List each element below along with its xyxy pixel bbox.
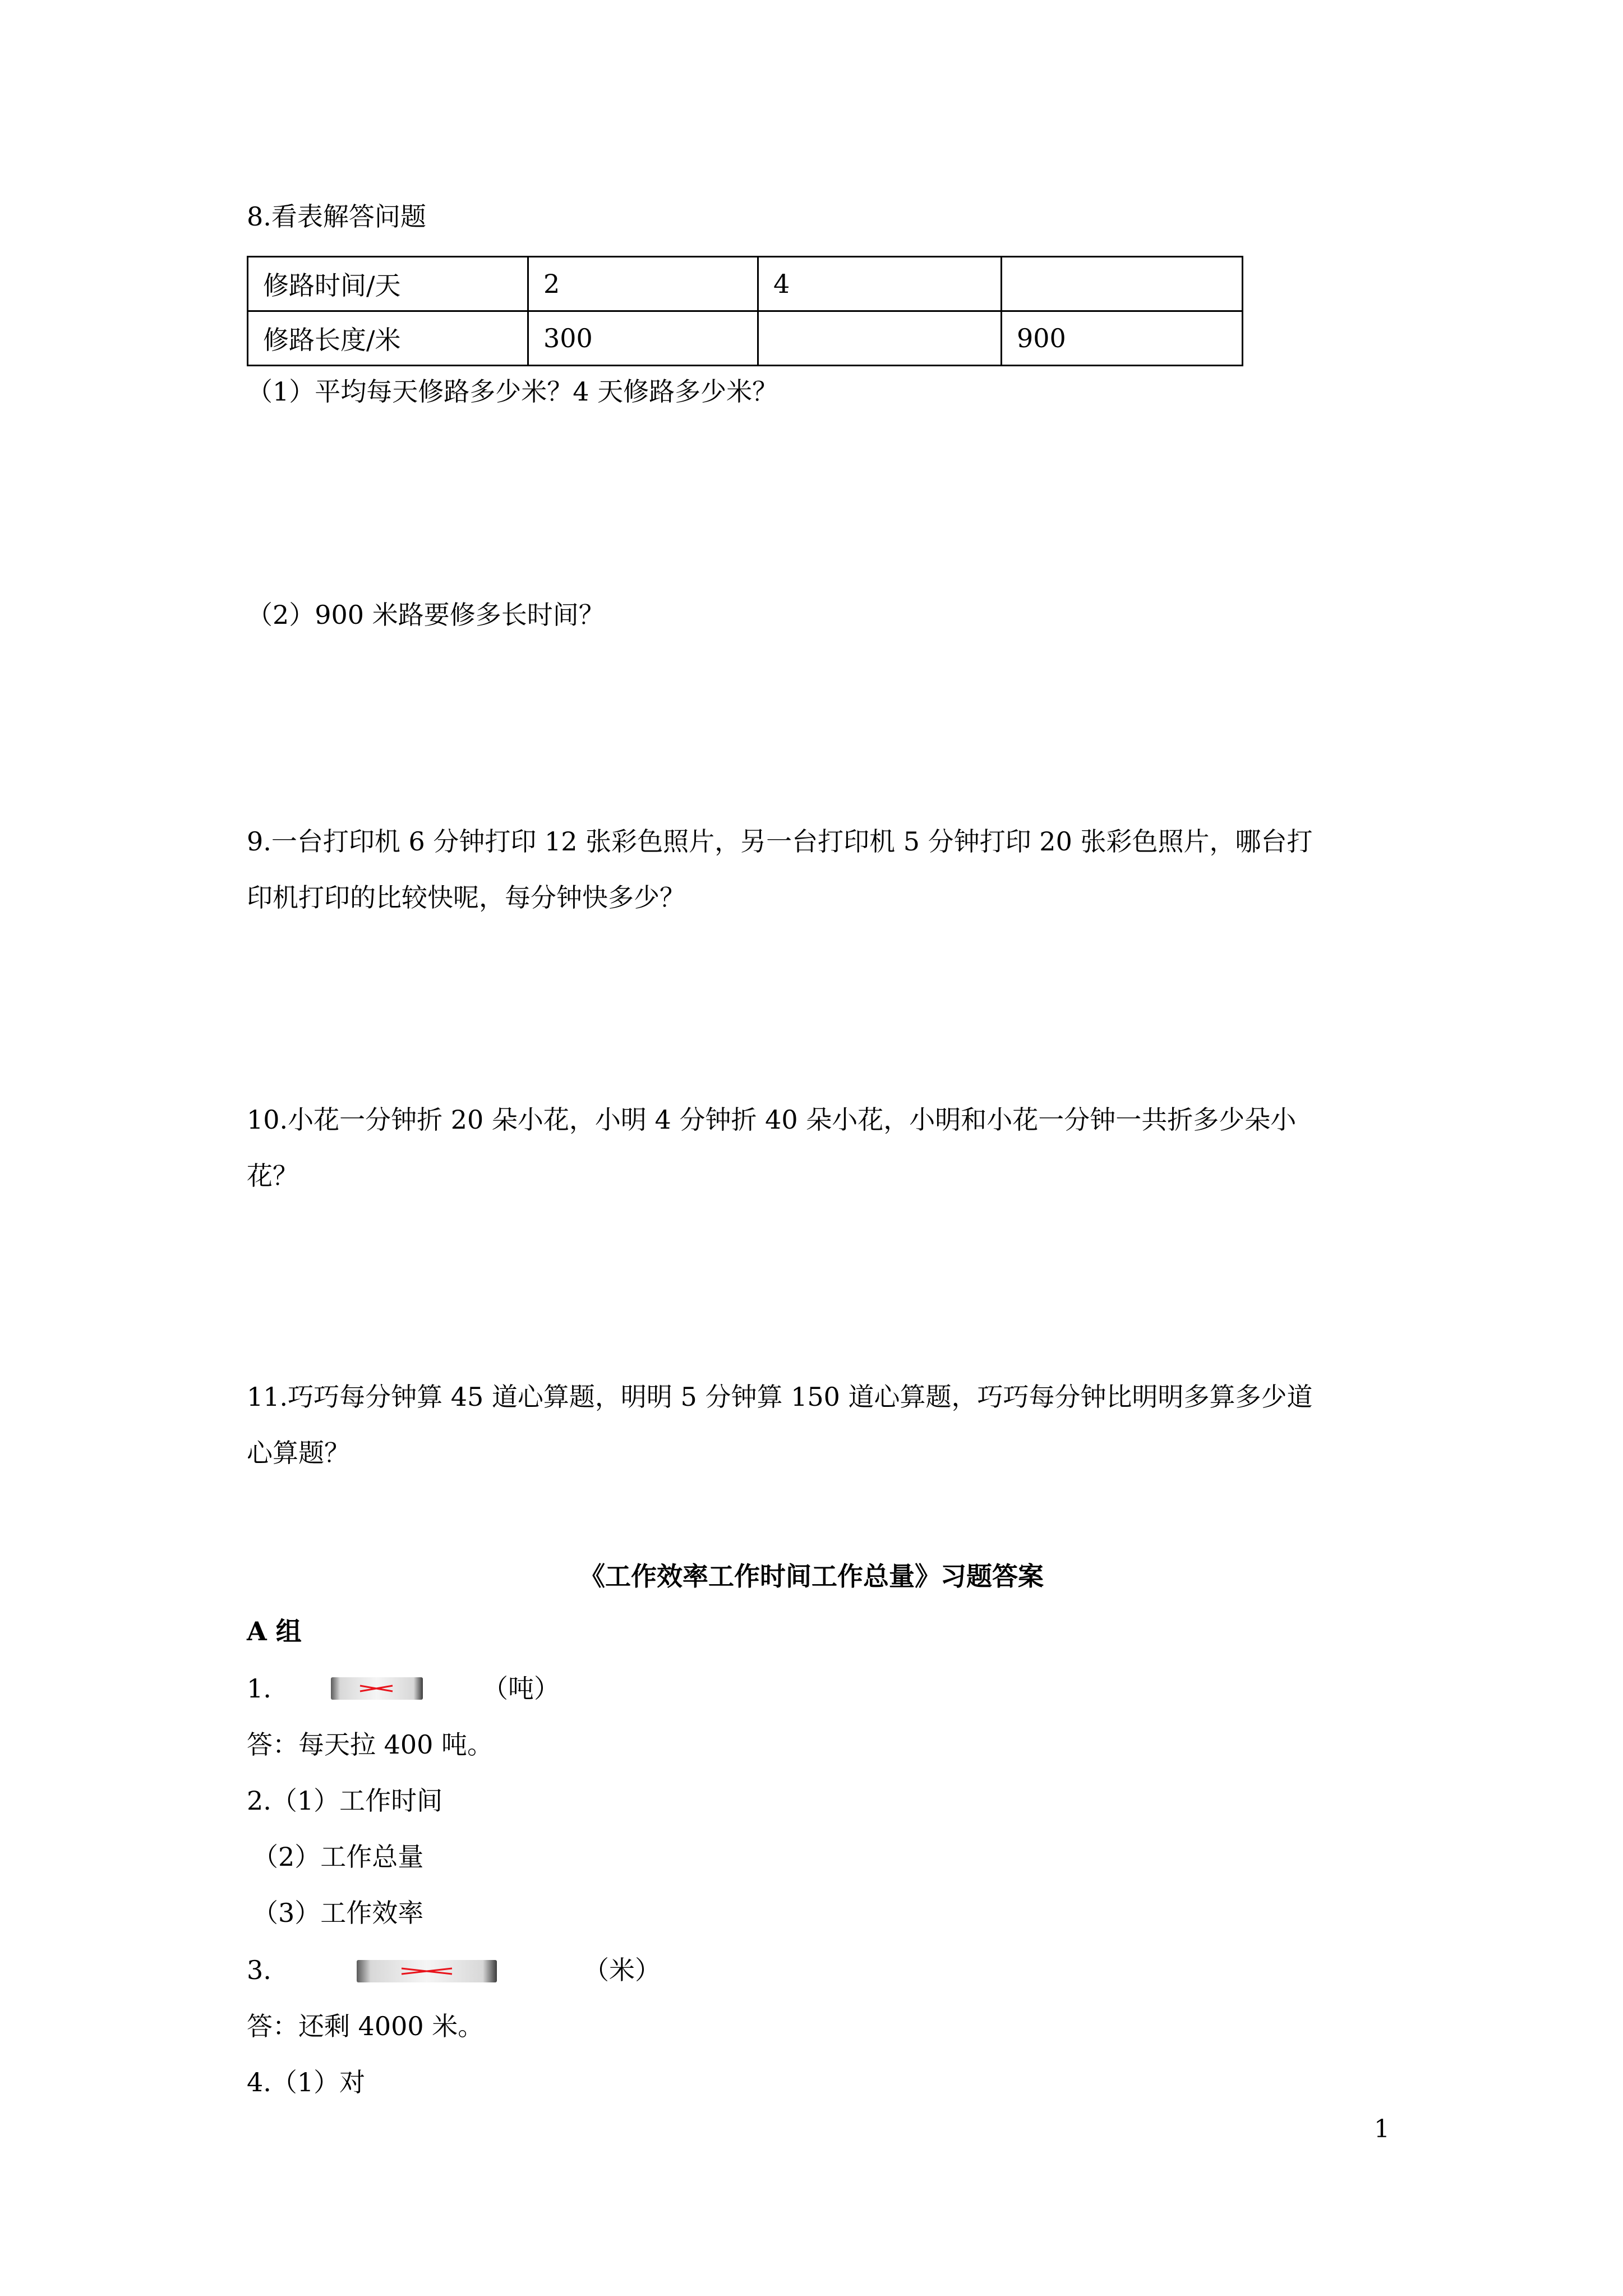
question-9-line2: 印机打印的比较快呢，每分钟快多少？ [247,882,685,913]
road-table [247,256,1243,366]
page-number: 1 [1374,2115,1390,2143]
answer-3-text: 答：还剩 4000 米。 [247,2011,484,2041]
question-10-line1: 10.小花一分钟折 20 朵小花，小明 4 分钟折 40 朵小花，小明和小花一分钟一共折多少朵小 [247,1105,1297,1135]
answer-1-text: 答：每天拉 400 吨。 [247,1729,494,1760]
formula-image-3 [357,1960,497,1982]
answer-1-unit: （吨） [482,1673,560,1704]
answer-2-part3: （3）工作效率 [252,1898,424,1928]
table-cell: 4 [758,257,1002,311]
table-cell: 修路时间/天 [248,257,528,311]
question-10-line2: 花？ [247,1161,298,1191]
question-8-sub1: （1）平均每天修路多少米？4 天修路多少米？ [247,376,778,407]
answer-4-part1: 4.（1）对 [247,2067,366,2097]
group-heading: A 组 [247,1616,302,1646]
question-11-line1: 11.巧巧每分钟算 45 道心算题，明明 5 分钟算 150 道心算题，巧巧每分钟比明明多算多少道 [247,1382,1313,1412]
table-cell [1002,257,1243,311]
question-11-line2: 心算题？ [247,1438,350,1468]
table-row [248,257,1243,311]
answer-2-part2: （2）工作总量 [252,1842,424,1872]
answer-3-unit: （米） [583,1955,661,1985]
answer-1-number: 1. [247,1673,271,1704]
answer-2-part1: 2.（1）工作时间 [247,1786,443,1816]
question-8-title: 8.看表解答问题 [247,201,426,232]
formula-mark-icon [331,1677,423,1700]
table-cell: 2 [528,257,758,311]
answer-3-number: 3. [247,1955,271,1985]
question-8-sub2: （2）900 米路要修多长时间？ [247,600,605,630]
table-cell: 修路长度/米 [248,311,528,366]
table-row [248,311,1243,366]
formula-image-1 [331,1677,423,1700]
table-cell: 300 [528,311,758,366]
question-9-line1: 9.一台打印机 6 分钟打印 12 张彩色照片，另一台打印机 5 分钟打印 20 张彩色照片，哪台打 [247,826,1313,857]
formula-mark-icon [357,1960,497,1982]
table-cell [758,311,1002,366]
answers-title: 《工作效率工作时间工作总量》习题答案 [579,1561,1044,1591]
table-cell: 900 [1002,311,1243,366]
